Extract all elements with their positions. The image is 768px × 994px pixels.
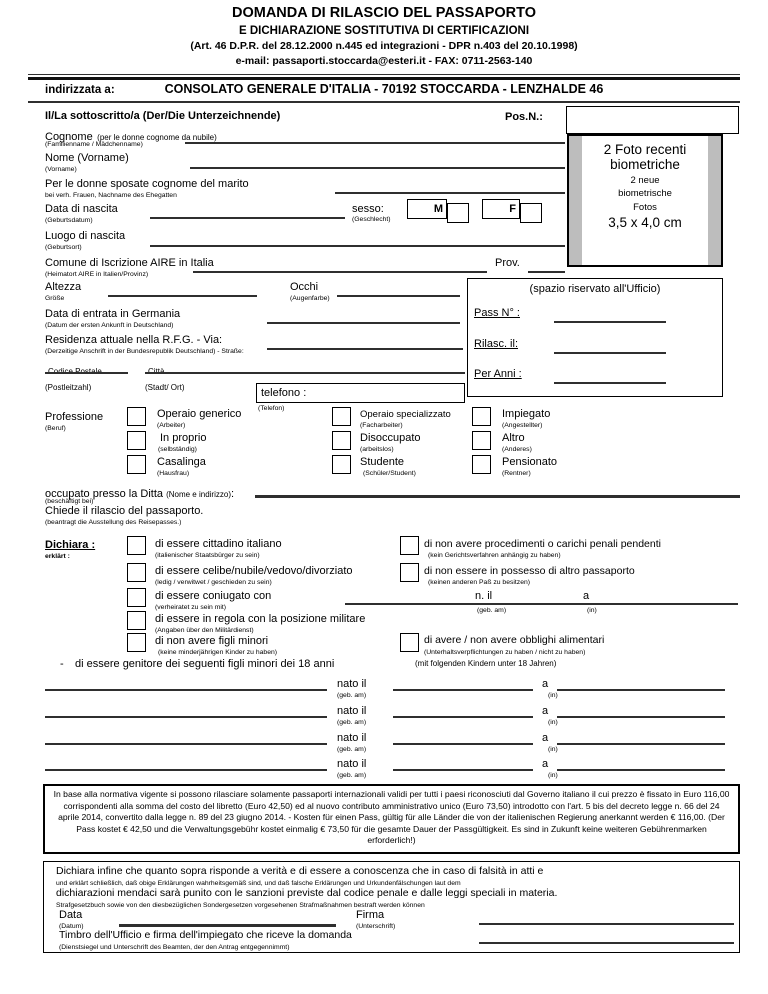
operaio-specializzato-sub: (Facharbeiter)	[360, 422, 403, 429]
pos-n-input-box[interactable]	[566, 106, 739, 134]
child-3-place-line[interactable]	[557, 743, 725, 745]
cognome-field-line[interactable]	[185, 142, 565, 144]
entrata-label: Data di entrata in Germania	[45, 308, 181, 320]
pass-n-label: Pass N° :	[474, 307, 520, 319]
studente-sub: (Schüler/Student)	[363, 470, 416, 477]
no-figli-minori-label: di non avere figli minori	[155, 635, 269, 647]
posizione-militare-label: di essere in regola con la posizione militare	[155, 613, 366, 625]
child-1-name-line[interactable]	[45, 689, 327, 691]
no-altro-passaporto-sub: (keinen anderen Paß zu besitzen)	[428, 579, 531, 586]
obblighi-alimentari-sub: (Unterhaltsverpflichtungen zu haben / nicht zu haben)	[424, 649, 586, 656]
prov-label: Prov.	[495, 257, 520, 269]
chiede-label: Chiede il rilascio del passaporto.	[45, 505, 204, 517]
addressed-to-label: indirizzata a:	[45, 84, 115, 96]
sesso-m-label-box: M	[407, 199, 447, 219]
celibe-sub: (ledig / verwitwet / geschieden zu sein)	[155, 579, 272, 586]
nome-label: Nome (Vorname)	[45, 152, 129, 164]
firma-sub: (Unterschrift)	[356, 923, 396, 930]
no-altro-passaporto-label: di non essere in possesso di altro passaporto	[424, 565, 635, 577]
child-1-geb-am-sub: (geb. am)	[337, 692, 367, 699]
residenza-sub: (Derzeitige Anschrift in der Bundesrepublik Deutschland) - Straße:	[45, 348, 244, 355]
timbro-sub: (Dienstsiegel und Unterschrift des Beamten, der den Antrag entgegennimmt)	[59, 944, 290, 951]
cp-field-line[interactable]	[45, 372, 128, 374]
in-proprio-label: In proprio	[160, 432, 207, 444]
child-4-name-line[interactable]	[45, 769, 327, 771]
pos-n-label: Pos.N.:	[505, 111, 543, 123]
occupato-label-it: occupato presso la Ditta	[45, 488, 167, 500]
telefono-sub: (Telefon)	[258, 405, 285, 412]
chiede-sub: (beantragt die Ausstellung des Reisepasses.)	[45, 519, 182, 526]
photo-note-line2: biometriche	[610, 157, 680, 172]
rilasc-field-line[interactable]	[554, 352, 666, 354]
operaio-specializzato-label: Operaio specializzato	[360, 409, 451, 420]
studente-label: Studente	[360, 456, 405, 468]
sesso-m-checkbox[interactable]	[447, 203, 469, 223]
coniugato-checkbox[interactable]	[127, 588, 146, 607]
altezza-sub: Größe	[45, 295, 65, 302]
sesso-label: sesso:	[352, 203, 384, 215]
child-1-nato-il-label: nato il	[337, 678, 367, 690]
subscriber-label: Il/La sottoscritto/a (Der/Die Unterzeichnende)	[45, 110, 281, 122]
coniugato-n-il-label: n. il	[475, 590, 493, 602]
declaration-box	[43, 861, 740, 953]
occupato-colon: :	[230, 488, 235, 500]
luogo-field-line[interactable]	[150, 245, 565, 247]
luogo-sub: (Geburtsort)	[45, 244, 82, 251]
child-4-nato-il-label: nato il	[337, 758, 367, 770]
timbro-field-line[interactable]	[479, 942, 734, 944]
pass-n-field-line[interactable]	[554, 321, 666, 323]
child-3-date-line[interactable]	[393, 743, 533, 745]
cittadino-label: di essere cittadino italiano	[155, 538, 282, 550]
altezza-field-line[interactable]	[108, 295, 257, 297]
cognome-sub: (Familienname / Mädchenname)	[45, 141, 143, 148]
decl-de1: und erklärt schließlich, daß obige Erklärungen wahrheitsgemäß sind, und daß falsche Erklärungen und Urkundenfälschungen laut dem	[56, 880, 461, 887]
obblighi-alimentari-label: di avere / non avere obblighi alimentari	[424, 634, 605, 646]
operaio-generico-sub: (Arbeiter)	[157, 422, 186, 429]
cittadino-sub: (italienischer Staatsbürger zu sein)	[155, 552, 260, 559]
photo-note-line4: biometrische	[618, 188, 672, 199]
luogo-label: Luogo di nascita	[45, 230, 126, 242]
photo-box-right-bar	[708, 136, 721, 265]
data-nascita-label: Data di nascita	[45, 203, 118, 215]
child-1-date-line[interactable]	[393, 689, 533, 691]
citta-field-line[interactable]	[145, 372, 465, 374]
photo-note-line5: Fotos	[633, 202, 657, 213]
data-label: Data	[59, 909, 83, 921]
fee-info-text: In base alla normativa vigente si possono rilasciare solamente passaporti internazionali validi per tutti i paesi riconosciuti dal Governo italiano il cui prezzo è fissato in Euro 116,00 corrispondenti alla somma del costo del libretto (Euro 42,50) ed al nuovo contributo amministrativo unico (Euro 73,50) introdotto con l'art. 5 bis del decreto legge n. 66 del 24 aprile 2014, convertito dalla legge n. 89 del 23 giugno 2014. - Kosten für einen Pass, gültig für alle Länder die von der italienischen Regierung anerkannt werden € 116,00. (Der Pass kostet € 42,50 und die Verwaltungsgebühr kostet einmalig € 73,50 für die gesamte Dauer der Passgültigkeit. Es sind in Zukunft keine weiteren Gebührenmarken erforderlich!)	[53, 789, 730, 846]
photo-box-left-bar	[569, 136, 582, 265]
citta-sub: (Stadt/ Ort)	[145, 383, 185, 392]
decl-de2: Strafgesetzbuch sowie von den diesbezüglichen Sondergesetzen vorgesehenen Strafmaßnahmen bestraft werden können	[56, 902, 425, 909]
child-3-geb-am-sub: (geb. am)	[337, 746, 367, 753]
dichiara-label: Dichiara :	[45, 539, 96, 551]
posizione-militare-checkbox[interactable]	[127, 611, 146, 630]
profession-label: Professione	[45, 411, 104, 423]
marito-sub: bei verh. Frauen, Nachname des Ehegatten	[45, 192, 177, 199]
addressed-to-value: CONSOLATO GENERALE D'ITALIA - 70192 STOCCARDA - LENZHALDE 46	[164, 82, 604, 96]
pensionato-label: Pensionato	[502, 456, 558, 468]
marito-field-line[interactable]	[335, 192, 565, 194]
data-nascita-sub: (Geburtsdatum)	[45, 217, 93, 224]
cognome-label-it: Cognome	[45, 131, 93, 143]
obblighi-alimentari-checkbox[interactable]	[400, 633, 419, 652]
header-rule-thick	[28, 77, 740, 80]
child-4-date-line[interactable]	[393, 769, 533, 771]
telefono-input-box[interactable]	[256, 383, 465, 403]
header-rule-thin	[28, 74, 740, 75]
altro-label: Altro	[502, 432, 525, 444]
impiegato-sub: (Angestellter)	[502, 422, 543, 429]
child-4-a-label: a	[542, 758, 549, 770]
entrata-sub: (Datum der ersten Ankunft in Deutschland)	[45, 322, 174, 329]
child-2-geb-am-sub: (geb. am)	[337, 719, 367, 726]
prov-field-line[interactable]	[528, 271, 565, 273]
no-figli-minori-sub: (keine minderjährigen Kinder zu haben)	[158, 649, 278, 656]
office-box-title: (spazio riservato all'Ufficio)	[529, 283, 661, 295]
firma-label: Firma	[356, 909, 385, 921]
pensionato-sub: (Rentner)	[502, 470, 531, 477]
child-3-a-label: a	[542, 732, 549, 744]
profession-sub: (Beruf)	[45, 425, 66, 432]
child-2-name-line[interactable]	[45, 716, 327, 718]
child-3-nato-il-label: nato il	[337, 732, 367, 744]
photo-note-size: 3,5 x 4,0 cm	[608, 215, 682, 230]
per-anni-field-line[interactable]	[554, 382, 666, 384]
header-rule-bottom	[28, 101, 740, 103]
form-law-reference: (Art. 46 D.P.R. del 28.12.2000 n.445 ed integrazioni - DPR n.403 del 20.10.1998)	[190, 40, 578, 52]
operaio-generico-checkbox[interactable]	[127, 407, 146, 426]
photo-note-line3: 2 neue	[630, 175, 660, 186]
comune-field-line[interactable]	[193, 271, 487, 273]
disoccupato-checkbox[interactable]	[332, 431, 351, 450]
cittadino-checkbox[interactable]	[127, 536, 146, 555]
child-2-place-line[interactable]	[557, 716, 725, 718]
altro-checkbox[interactable]	[472, 431, 491, 450]
child-2-a-label: a	[542, 705, 549, 717]
casalinga-sub: (Hausfrau)	[157, 470, 190, 477]
no-altro-passaporto-checkbox[interactable]	[400, 563, 419, 582]
casalinga-checkbox[interactable]	[127, 455, 146, 474]
impiegato-checkbox[interactable]	[472, 407, 491, 426]
nome-sub: (Vorname)	[45, 166, 77, 173]
form-subtitle: E DICHIARAZIONE SOSTITUTIVA DI CERTIFICAZIONI	[238, 25, 530, 37]
comune-label: Comune di Iscrizione AIRE in Italia	[45, 257, 214, 269]
child-3-in-sub: (in)	[548, 746, 558, 753]
data-sub: (Datum)	[59, 923, 84, 930]
child-3-name-line[interactable]	[45, 743, 327, 745]
occupato-note: (Nome e indirizzo)	[166, 490, 231, 499]
nome-field-line[interactable]	[190, 167, 565, 169]
coniugato-field-line[interactable]	[345, 603, 738, 605]
fee-info-box	[43, 784, 740, 854]
child-4-geb-am-sub: (geb. am)	[337, 772, 367, 779]
marito-label: Per le donne sposate cognome del marito	[45, 178, 249, 190]
operaio-generico-label: Operaio generico	[157, 408, 242, 420]
child-1-in-sub: (in)	[548, 692, 558, 699]
firma-field-line[interactable]	[479, 923, 734, 925]
residenza-field-line[interactable]	[267, 348, 463, 350]
photo-note-line1: 2 Foto recenti	[603, 142, 687, 157]
child-2-nato-il-label: nato il	[337, 705, 367, 717]
entrata-field-line[interactable]	[267, 322, 460, 324]
celibe-label: di essere celibe/nubile/vedovo/divorziato	[155, 565, 353, 577]
no-procedimenti-sub: (kein Gerichtsverfahren anhängig zu haben)	[428, 552, 561, 559]
casalinga-label: Casalinga	[157, 456, 206, 468]
coniugato-a-label: a	[583, 590, 590, 602]
form-title: DOMANDA DI RILASCIO DEL PASSAPORTO	[232, 5, 536, 21]
coniugato-label: di essere coniugato con	[155, 590, 272, 602]
occupato-sub: (beschäftigt bei)	[45, 498, 94, 505]
office-reserved-box	[467, 278, 723, 397]
occupato-field-line[interactable]	[255, 495, 740, 498]
decl-it2: dichiarazioni mendaci sarà punito con le sanzioni previste dal codice penale e dalle leggi speciali in materia.	[56, 887, 558, 899]
residenza-label: Residenza attuale nella R.F.G. - Via:	[45, 334, 223, 346]
sesso-sub: (Geschlecht)	[352, 216, 391, 223]
in-proprio-checkbox[interactable]	[127, 431, 146, 450]
genitore-dash: -	[60, 658, 64, 670]
data-nascita-field-line[interactable]	[150, 217, 345, 219]
studente-checkbox[interactable]	[332, 455, 351, 474]
child-4-place-line[interactable]	[557, 769, 725, 771]
coniugato-in-sub: (in)	[587, 607, 597, 614]
disoccupato-label: Disoccupato	[360, 432, 421, 444]
celibe-checkbox[interactable]	[127, 563, 146, 582]
altro-sub: (Anderes)	[502, 446, 532, 453]
no-procedimenti-checkbox[interactable]	[400, 536, 419, 555]
disoccupato-sub: (arbeitslos)	[360, 446, 394, 453]
child-1-place-line[interactable]	[557, 689, 725, 691]
coniugato-geb-am-sub: (geb. am)	[477, 607, 507, 614]
child-1-a-label: a	[542, 678, 549, 690]
child-2-date-line[interactable]	[393, 716, 533, 718]
child-2-in-sub: (in)	[548, 719, 558, 726]
cognome-note: (per le donne cognome da nubile)	[97, 133, 217, 142]
decl-it1: Dichiara infine che quanto sopra risponde a verità e di essere a conoscenza che in caso di falsità in atti e	[56, 865, 544, 877]
rilasc-label: Rilasc. il:	[474, 338, 519, 350]
sesso-f-checkbox[interactable]	[520, 203, 542, 223]
sesso-f-label-box: F	[482, 199, 520, 219]
genitore-note: (mit folgenden Kindern unter 18 Jahren)	[415, 659, 557, 668]
no-figli-minori-checkbox[interactable]	[127, 633, 146, 652]
genitore-label: di essere genitore dei seguenti figli minori dei 18 anni	[75, 658, 335, 670]
cp-sub: (Postleitzahl)	[45, 383, 92, 392]
comune-sub: (Heimatort AIRE in Italien/Provinz)	[45, 271, 149, 278]
altezza-label: Altezza	[45, 281, 82, 293]
photo-box[interactable]	[567, 134, 723, 267]
occhi-sub: (Augenfarbe)	[290, 295, 330, 302]
coniugato-sub: (verheiratet zu sein mit)	[155, 604, 227, 611]
per-anni-label: Per Anni :	[474, 368, 522, 380]
data-field-line[interactable]	[119, 924, 336, 927]
dichiara-sub: erklärt :	[45, 553, 70, 560]
operaio-specializzato-checkbox[interactable]	[332, 407, 351, 426]
child-4-in-sub: (in)	[548, 772, 558, 779]
impiegato-label: Impiegato	[502, 408, 551, 420]
pensionato-checkbox[interactable]	[472, 455, 491, 474]
occhi-label: Occhi	[290, 281, 319, 293]
timbro-label: Timbro dell'Ufficio e firma dell'impiegato che riceve la domanda	[59, 929, 352, 941]
posizione-militare-sub: (Angaben über den Militärdienst)	[155, 627, 254, 634]
occhi-field-line[interactable]	[337, 295, 460, 297]
no-procedimenti-label: di non avere procedimenti o carichi penali pendenti	[424, 538, 661, 550]
telefono-label: telefono :	[261, 387, 307, 399]
in-proprio-sub: (selbständig)	[158, 446, 197, 453]
form-contact-line: e-mail: passaporti.stoccarda@esteri.it - FAX: 0711-2563-140	[235, 55, 533, 67]
